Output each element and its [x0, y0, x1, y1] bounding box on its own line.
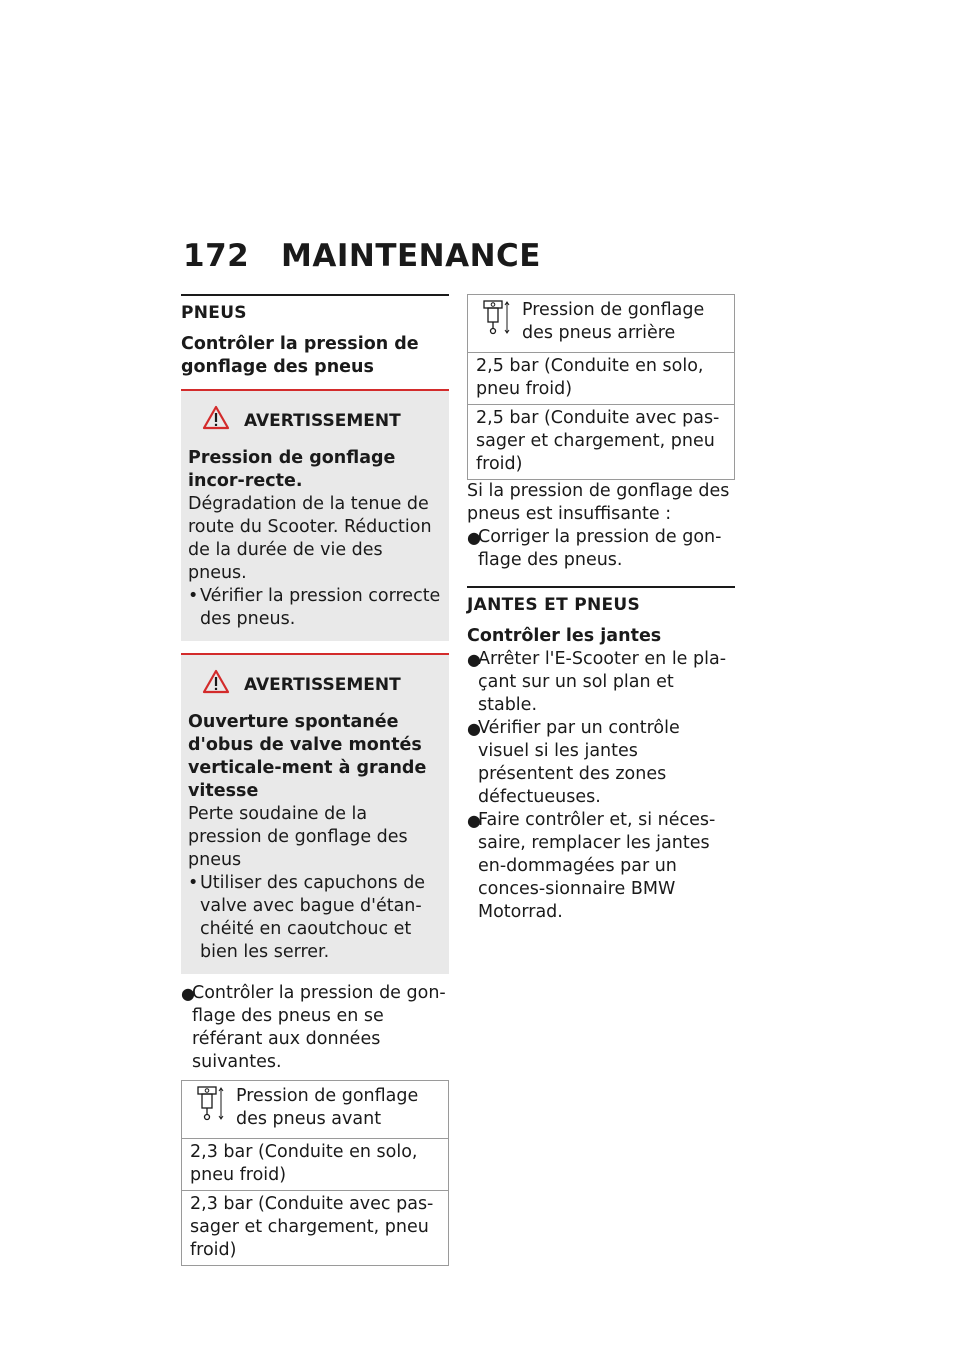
rear-tire-pressure-table: [467, 294, 735, 480]
instruction-bullet: ● Contrôler la pression de gon-flage des pneus en se référant aux données suivantes.: [181, 983, 446, 1072]
list-item: ● Arrêter l'E-Scooter en le pla-çant sur un sol plan et stable.: [467, 649, 727, 715]
warning-heading: Ouverture spontanée d'obus de valve montés verticale-ment à grande vitesse: [188, 712, 427, 801]
table-row: 2,3 bar (Conduite avec pas-sager et chargement, pneu froid): [182, 1191, 449, 1266]
section-title-pneus: PNEUS: [181, 303, 247, 323]
left-column: [181, 294, 449, 1266]
warning-triangle-icon: [202, 405, 230, 437]
warning-body: Dégradation de la tenue de route du Scooter. Réduction de la durée de vie des pneus.: [188, 494, 432, 583]
list-item: ● Faire contrôler et, si néces-saire, remplacer les jantes en-dommagées par un conces-sionnaire BMW Motorrad.: [467, 810, 716, 922]
warning-title: AVERTISSEMENT: [244, 410, 401, 431]
table-row: 2,3 bar (Conduite en solo, pneu froid): [182, 1139, 449, 1191]
tire-pressure-icon: [482, 299, 512, 345]
low-pressure-bullet: ● Corriger la pression de gon-flage des pneus.: [467, 527, 722, 570]
warning-header: [188, 669, 442, 701]
front-tire-pressure-table: [181, 1080, 449, 1266]
right-column: [467, 294, 735, 924]
table-row: 2,5 bar (Conduite en solo, pneu froid): [468, 353, 735, 405]
warning-header: [188, 405, 442, 437]
warning-heading: Pression de gonflage incor-recte.: [188, 448, 396, 491]
page-number: 172: [183, 238, 250, 274]
chapter-title: MAINTENANCE: [281, 238, 541, 274]
subsection-title-pressure: Contrôler la pression de gonflage des pneus: [181, 334, 419, 377]
warning-title: AVERTISSEMENT: [244, 674, 401, 695]
section-title-jantes: JANTES ET PNEUS: [467, 595, 641, 615]
tire-pressure-icon: [196, 1085, 226, 1131]
warning-bullet: • Utiliser des capuchons de valve avec bague d'étan-chéité en caoutchouc et bien les serrer.: [188, 873, 426, 962]
warning-bullet: • Vérifier la pression correcte des pneus.: [188, 586, 441, 629]
low-pressure-text: Si la pression de gonflage des pneus est insuffisante :: [467, 481, 730, 524]
warning-triangle-icon: [202, 669, 230, 701]
subsection-title-rims: Contrôler les jantes: [467, 626, 662, 646]
warning-box-pressure: [181, 389, 449, 641]
table-row: 2,5 bar (Conduite avec pas-sager et chargement, pneu froid): [468, 405, 735, 480]
page-header: [183, 238, 541, 274]
table-header: Pression de gonflage des pneus arrière: [522, 300, 705, 343]
warning-box-valve: [181, 653, 449, 974]
table-header: Pression de gonflage des pneus avant: [236, 1086, 419, 1129]
warning-body: Perte soudaine de la pression de gonflage des pneus: [188, 804, 408, 870]
list-item: ● Vérifier par un contrôle visuel si les jantes présentent des zones défectueuses.: [467, 718, 680, 807]
